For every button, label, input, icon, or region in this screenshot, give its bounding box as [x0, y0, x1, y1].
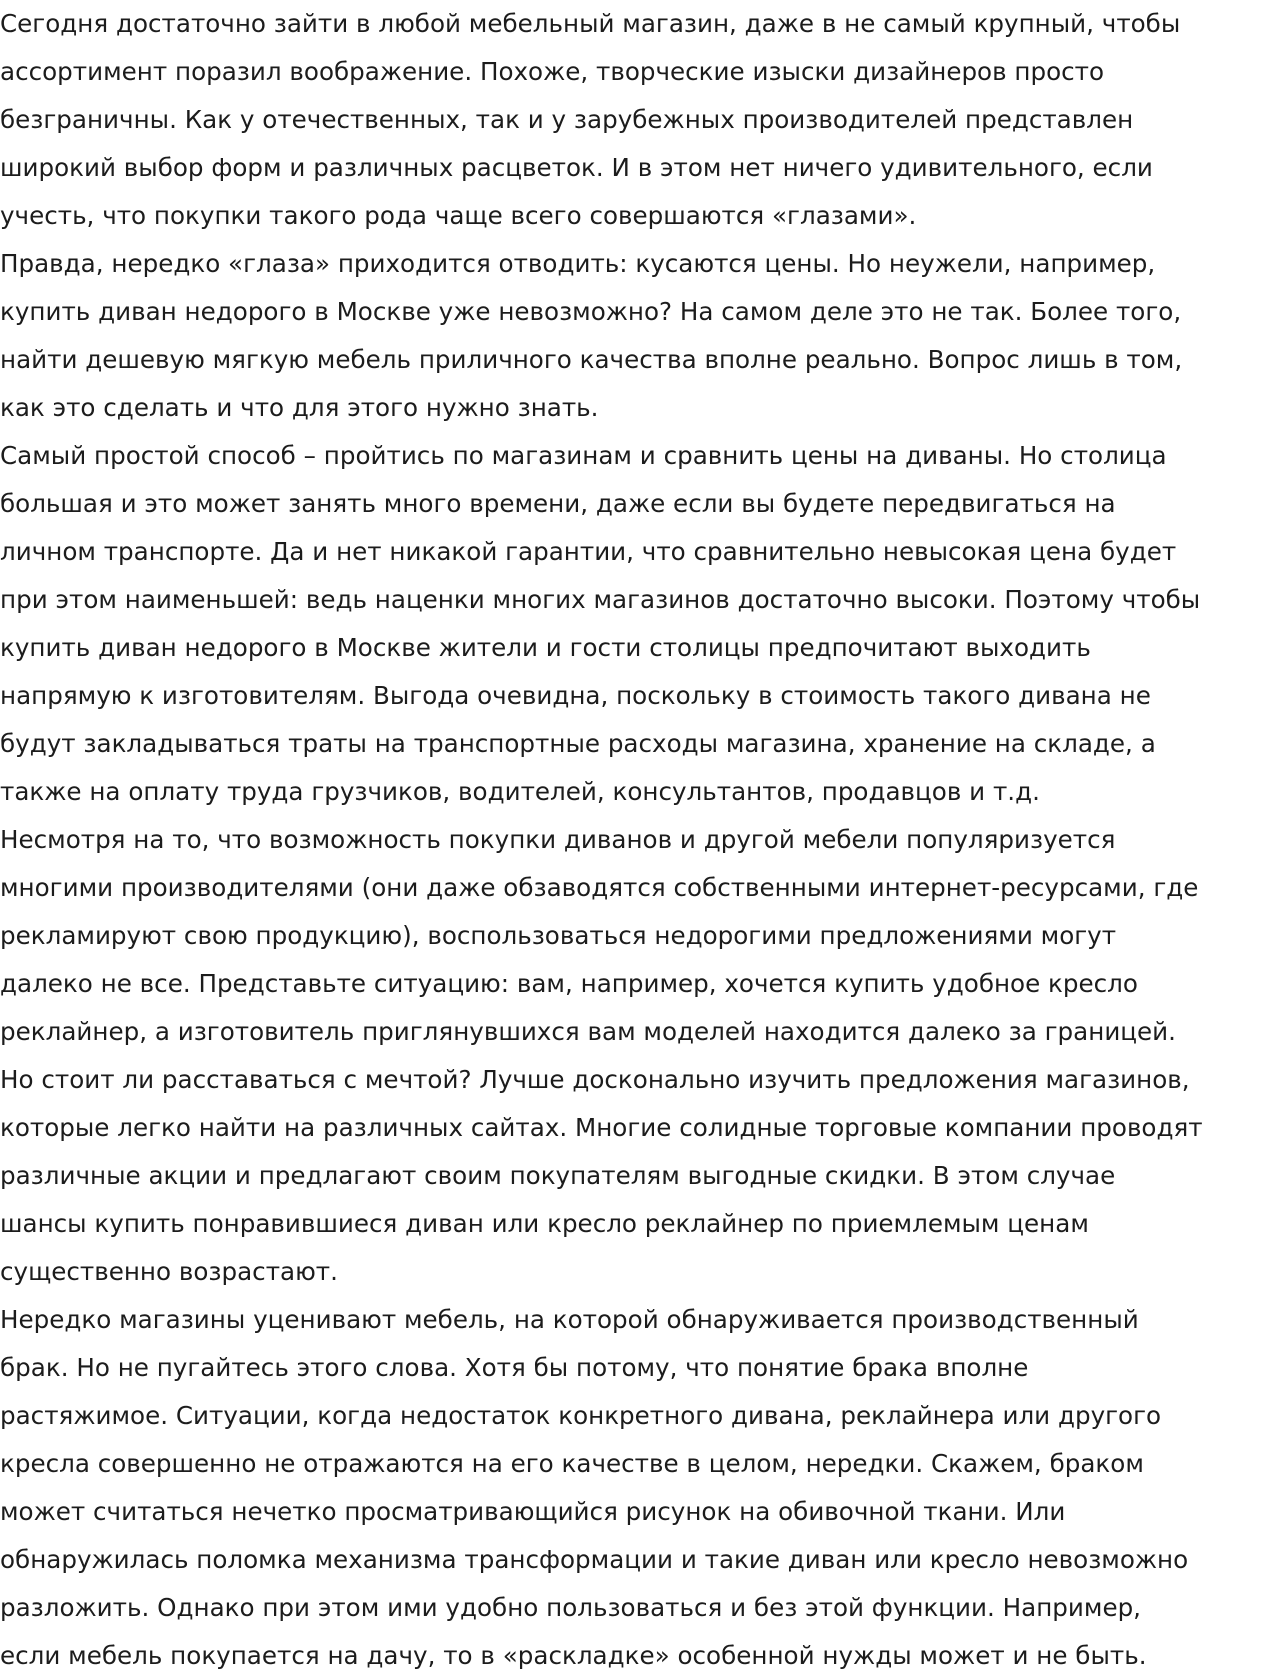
- text-line: учесть, что покупки такого рода чаще всего совершаются «глазами».: [0, 201, 917, 230]
- text-line: при этом наименьшей: ведь наценки многих магазинов достаточно высоки. Поэтому чтобы: [0, 585, 1201, 614]
- text-line: ассортимент поразил воображение. Похоже, творческие изыски дизайнеров просто: [0, 57, 1105, 86]
- text-line: будут закладываться траты на транспортные расходы магазина, хранение на складе, а: [0, 729, 1156, 758]
- text-line: растяжимое. Ситуации, когда недостаток конкретного дивана, реклайнера или другого: [0, 1401, 1162, 1430]
- text-line: шансы купить понравившиеся диван или кресло реклайнер по приемлемым ценам: [0, 1209, 1089, 1238]
- text-line: Сегодня достаточно зайти в любой мебельный магазин, даже в не самый крупный, чтобы: [0, 9, 1181, 38]
- text-line: рекламируют свою продукцию), воспользоваться недорогими предложениями могут: [0, 921, 1117, 950]
- text-line: брак. Но не пугайтесь этого слова. Хотя бы потому, что понятие брака вполне: [0, 1353, 1029, 1382]
- text-line: различные акции и предлагают своим покупателям выгодные скидки. В этом случае: [0, 1161, 1116, 1190]
- text-line: найти дешевую мягкую мебель приличного качества вполне реально. Вопрос лишь в том,: [0, 345, 1183, 374]
- text-line: реклайнер, а изготовитель приглянувшихся вам моделей находится далеко за границей.: [0, 1017, 1176, 1046]
- text-line: разложить. Однако при этом ими удобно пользоваться и без этой функции. Например,: [0, 1593, 1142, 1622]
- text-line: широкий выбор форм и различных расцветок. И в этом нет ничего удивительного, если: [0, 153, 1153, 182]
- text-line: как это сделать и что для этого нужно знать.: [0, 393, 599, 422]
- text-line: многими производителями (они даже обзаводятся собственными интернет-ресурсами, где: [0, 873, 1199, 902]
- text-line: Но стоит ли расставаться с мечтой? Лучше досконально изучить предложения магазинов,: [0, 1065, 1190, 1094]
- text-line: безграничны. Как у отечественных, так и у зарубежных производителей представлен: [0, 105, 1134, 134]
- text-line: если мебель покупается на дачу, то в «раскладке» особенной нужды может и не быть.: [0, 1641, 1147, 1670]
- text-line: которые легко найти на различных сайтах. Многие солидные торговые компании проводят: [0, 1113, 1203, 1142]
- text-line: также на оплату труда грузчиков, водителей, консультантов, продавцов и т.д.: [0, 777, 1040, 806]
- text-line: Несмотря на то, что возможность покупки диванов и другой мебели популяризуется: [0, 825, 1116, 854]
- text-line: далеко не все. Представьте ситуацию: вам, например, хочется купить удобное кресло: [0, 969, 1138, 998]
- text-line: купить диван недорого в Москве уже невозможно? На самом деле это не так. Более того,: [0, 297, 1182, 326]
- text-line: личном транспорте. Да и нет никакой гарантии, что сравнительно невысокая цена будет: [0, 537, 1177, 566]
- text-line: кресла совершенно не отражаются на его качестве в целом, нередки. Скажем, браком: [0, 1449, 1144, 1478]
- text-line: существенно возрастают.: [0, 1257, 338, 1286]
- text-line: обнаружилась поломка механизма трансформации и такие диван или кресло невозможно: [0, 1545, 1189, 1574]
- text-line: Самый простой способ – пройтись по магазинам и сравнить цены на диваны. Но столица: [0, 441, 1167, 470]
- text-line: напрямую к изготовителям. Выгода очевидна, поскольку в стоимость такого дивана не: [0, 681, 1151, 710]
- text-line: большая и это может занять много времени, даже если вы будете передвигаться на: [0, 489, 1116, 518]
- text-line: Нередко магазины уценивают мебель, на которой обнаруживается производственный: [0, 1305, 1139, 1334]
- text-line: может считаться нечетко просматривающийся рисунок на обивочной ткани. Или: [0, 1497, 1066, 1526]
- text-line: Правда, нередко «глаза» приходится отводить: кусаются цены. Но неужели, например,: [0, 249, 1156, 278]
- text-line: купить диван недорого в Москве жители и гости столицы предпочитают выходить: [0, 633, 1091, 662]
